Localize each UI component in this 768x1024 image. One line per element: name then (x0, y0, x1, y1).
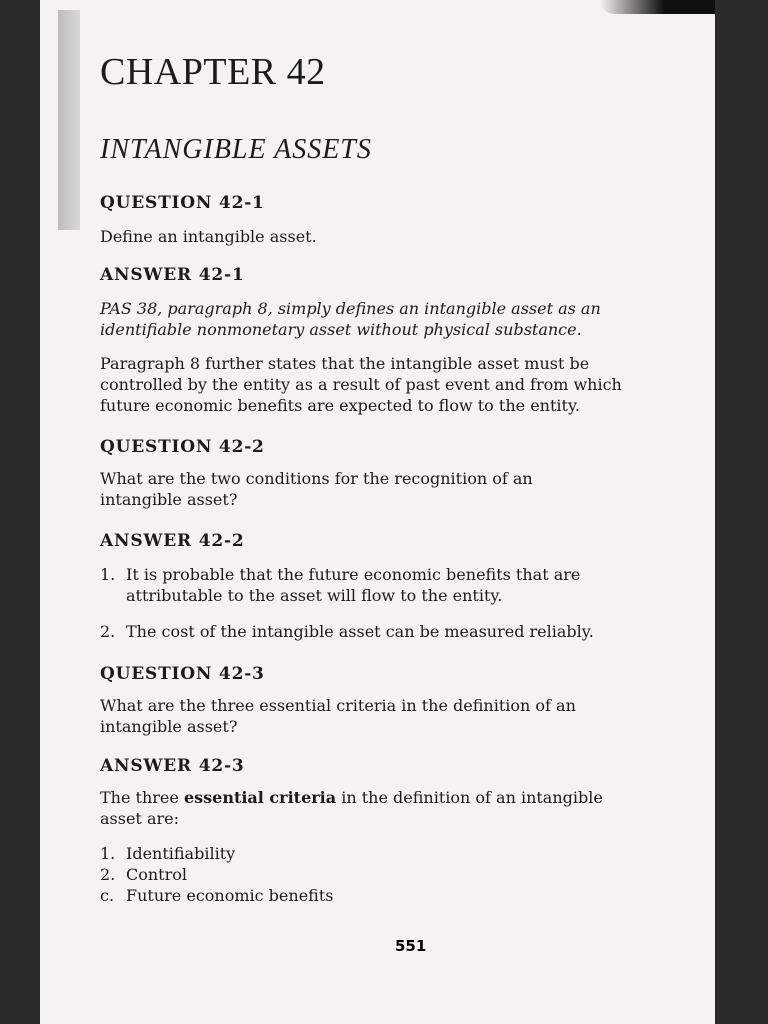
list-item-number: 1. (100, 844, 116, 863)
list-item-text: Control (126, 865, 188, 884)
list-item-number: c. (100, 886, 115, 905)
answer-line: Paragraph 8 further states that the intangible asset must be (100, 354, 590, 373)
answer-bold-text: essential criteria (183, 788, 337, 807)
answer-heading: ANSWER 42-3 (100, 756, 245, 776)
question-text: What are the three essential criteria in the definition of an (100, 696, 576, 715)
question-text: intangible asset? (100, 490, 238, 509)
list-item-number: 2. (100, 865, 116, 884)
page-binding-strip (58, 10, 80, 230)
page-number: 551 (395, 937, 427, 955)
page-edge-shadow (600, 0, 715, 14)
list-item-text: Future economic benefits (126, 886, 334, 905)
list-item-text: It is probable that the future economic benefits that are (126, 565, 581, 584)
answer-text: The three (100, 788, 184, 807)
list-item-text: The cost of the intangible asset can be measured reliably. (126, 622, 594, 641)
question-heading: QUESTION 42-2 (100, 437, 265, 457)
answer-line: future economic benefits are expected to flow to the entity. (100, 396, 580, 415)
answer-line: controlled by the entity as a result of past event and from which (100, 375, 622, 394)
list-item (100, 864, 675, 885)
list-item (100, 885, 675, 906)
answer-heading: ANSWER 42-2 (100, 531, 245, 551)
question-heading: QUESTION 42-1 (100, 193, 265, 213)
question-text: intangible asset? (100, 717, 238, 736)
book-page (40, 0, 715, 1024)
chapter-subtitle: INTANGIBLE ASSETS (100, 134, 372, 165)
answer-italic-line: PAS 38, paragraph 8, simply defines an intangible asset as an (100, 299, 601, 318)
answer-line: asset are: (100, 809, 179, 828)
answer-line (100, 787, 675, 808)
answer-text: in the definition of an intangible (336, 788, 603, 807)
question-text: What are the two conditions for the recognition of an (100, 469, 533, 488)
question-text: Define an intangible asset. (100, 227, 317, 246)
answer-heading: ANSWER 42-1 (100, 265, 245, 285)
question-heading: QUESTION 42-3 (100, 664, 265, 684)
list-item (100, 843, 675, 864)
answer-list (100, 564, 675, 642)
list-item-number: 1. (100, 565, 116, 584)
list-item (100, 564, 675, 606)
answer-italic-line: identifiable nonmonetary asset without physical substance. (100, 320, 582, 339)
list-item (100, 621, 675, 642)
chapter-title: CHAPTER 42 (100, 51, 326, 93)
list-item-text: attributable to the asset will flow to the entity. (126, 586, 503, 605)
list-item-number: 2. (100, 622, 116, 641)
list-item-text: Identifiability (126, 844, 236, 863)
criteria-list (100, 843, 675, 906)
